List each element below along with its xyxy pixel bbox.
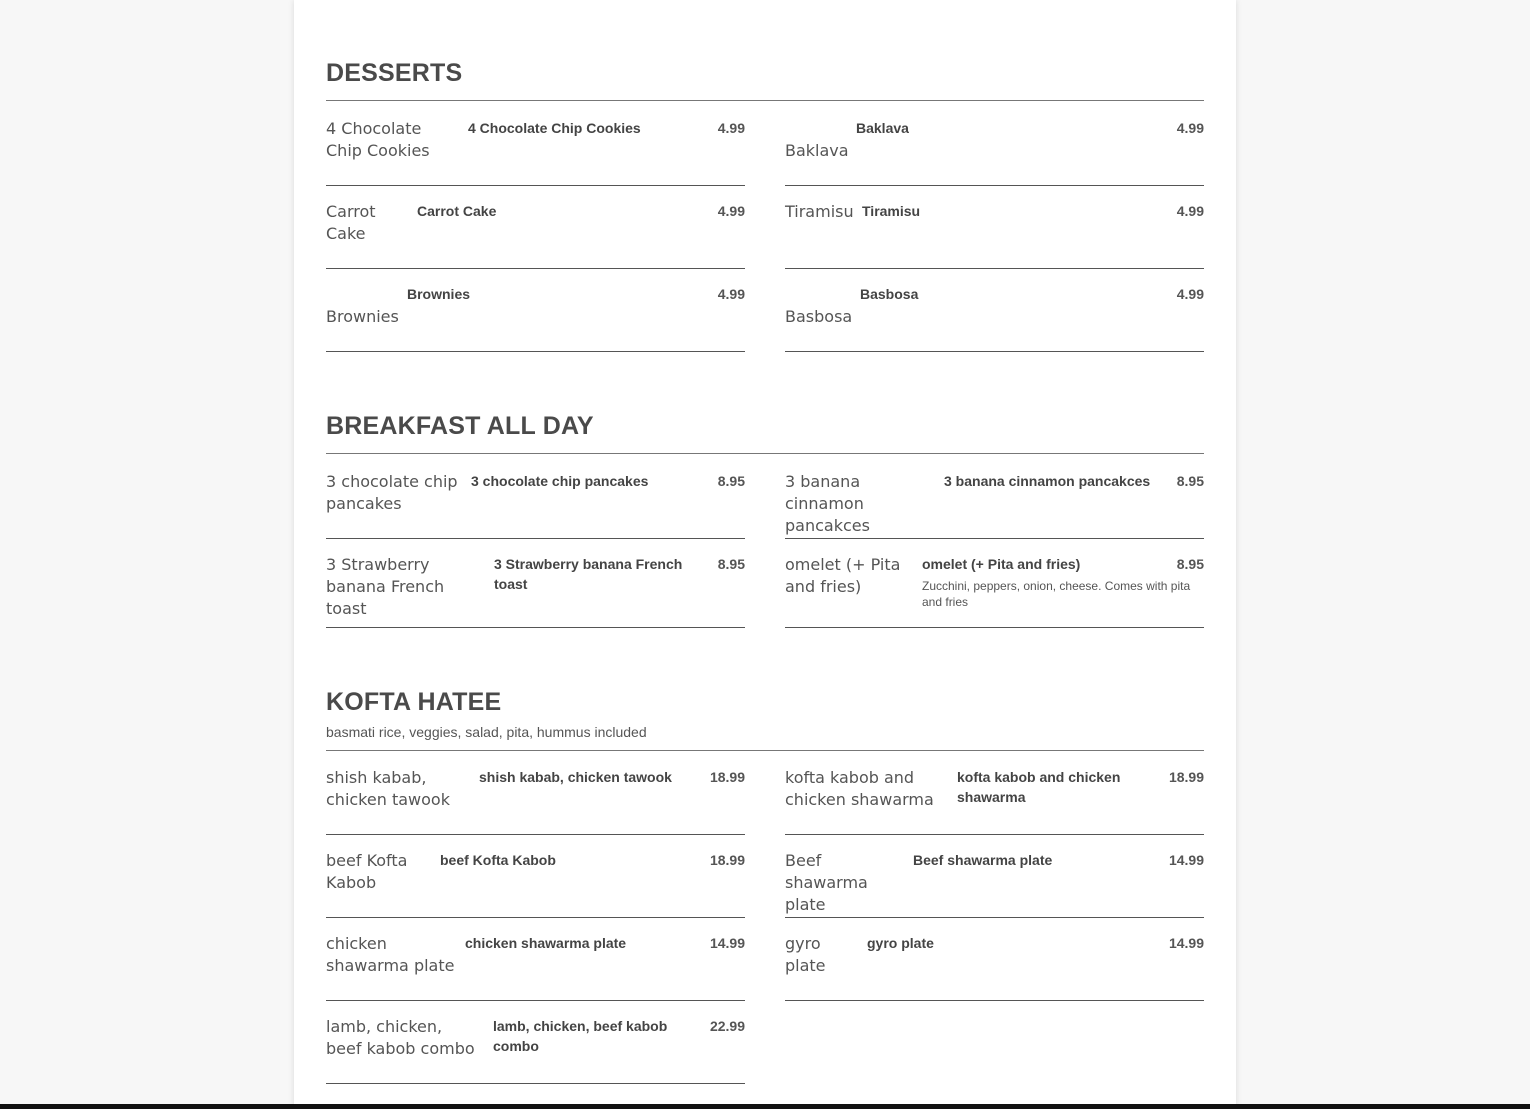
section-description: basmati rice, veggies, salad, pita, hummus included: [326, 724, 647, 740]
item-name: Basbosa: [860, 286, 919, 302]
item-description: Zucchini, peppers, onion, cheese. Comes with pita and fries: [922, 579, 1191, 609]
menu-item[interactable]: [326, 1016, 745, 1084]
menu-item[interactable]: [326, 284, 745, 352]
item-name: Carrot Cake: [417, 203, 497, 219]
item-price: 14.99: [1168, 935, 1204, 951]
item-image: Basbosa: [785, 307, 853, 326]
section-title: BREAKFAST ALL DAY: [326, 412, 594, 440]
item-price: 8.95: [717, 473, 745, 489]
item-price: 18.99: [709, 852, 745, 868]
item-name: Tiramisu: [862, 203, 921, 219]
item-name: shish kabab, chicken tawook: [479, 769, 672, 785]
menu-item[interactable]: [785, 767, 1204, 835]
item-price: 8.95: [1176, 556, 1204, 572]
section-title: KOFTA HATEE: [326, 688, 502, 716]
item-price: 14.99: [709, 935, 745, 951]
item-image: shish kabab, chicken tawook: [326, 768, 450, 809]
item-image: 3 Strawberry banana French toast: [326, 555, 445, 618]
menu-item[interactable]: [326, 201, 745, 269]
menu-item[interactable]: [326, 767, 745, 835]
menu-item[interactable]: [785, 554, 1204, 628]
bottom-bar: [0, 1104, 1530, 1109]
section-divider: [326, 100, 1204, 101]
item-price: 8.95: [1176, 473, 1204, 489]
item-name: gyro plate: [867, 935, 934, 951]
item-image: 3 chocolate chip pancakes: [326, 472, 458, 513]
item-image: beef Kofta Kabob: [326, 851, 408, 892]
item-price: 18.99: [1168, 769, 1204, 785]
item-image: Tiramisu: [785, 202, 854, 221]
section-divider: [326, 453, 1204, 454]
item-name: 3 banana cinnamon pancakces: [944, 473, 1151, 489]
item-name: chicken shawarma plate: [465, 935, 627, 951]
item-image: gyro plate: [785, 934, 826, 975]
item-name: beef Kofta Kabob: [440, 852, 556, 868]
item-price: 4.99: [717, 120, 745, 136]
item-price: 8.95: [717, 556, 745, 572]
item-image: Carrot Cake: [326, 202, 376, 243]
item-price: 4.99: [1176, 286, 1204, 302]
item-image: Beef shawarma plate: [785, 851, 868, 914]
menu-item[interactable]: [326, 850, 745, 918]
menu-item[interactable]: [785, 284, 1204, 352]
section-divider: [326, 750, 1204, 751]
menu-item[interactable]: [326, 933, 745, 1001]
item-name: kofta kabob and chicken shawarma: [957, 769, 1121, 805]
item-image: 4 Chocolate Chip Cookies: [326, 119, 430, 160]
item-name: Brownies: [407, 286, 471, 302]
menu-item[interactable]: [326, 554, 745, 628]
menu-item[interactable]: [326, 118, 745, 186]
item-image: lamb, chicken, beef kabob combo: [326, 1017, 475, 1058]
item-image: kofta kabob and chicken shawarma: [785, 768, 934, 809]
item-price: 22.99: [709, 1018, 745, 1034]
item-image: 3 banana cinnamon pancakces: [785, 472, 870, 535]
item-name: 3 Strawberry banana French toast: [494, 556, 683, 592]
item-price: 4.99: [1176, 120, 1204, 136]
item-name: Beef shawarma plate: [913, 852, 1053, 868]
menu-item[interactable]: [785, 850, 1204, 918]
section-desserts: [326, 58, 1204, 88]
item-name: Baklava: [856, 120, 909, 136]
menu-item[interactable]: [785, 471, 1204, 539]
section-breakfast: [326, 411, 1204, 441]
item-price: 14.99: [1168, 852, 1204, 868]
item-price: 4.99: [717, 286, 745, 302]
menu-item[interactable]: [785, 118, 1204, 186]
item-price: 18.99: [709, 769, 745, 785]
item-name: omelet (+ Pita and fries): [922, 556, 1081, 572]
item-price: 4.99: [1176, 203, 1204, 219]
section-title: DESSERTS: [326, 59, 463, 87]
item-image: omelet (+ Pita and fries): [785, 555, 901, 596]
menu-item[interactable]: [326, 471, 745, 539]
item-image: Baklava: [785, 141, 849, 160]
item-price: 4.99: [717, 203, 745, 219]
menu-item[interactable]: [785, 201, 1204, 269]
item-name: 3 chocolate chip pancakes: [471, 473, 649, 489]
section-kofta-hatee: [326, 687, 1204, 741]
menu-item[interactable]: [785, 933, 1204, 1001]
item-name: lamb, chicken, beef kabob combo: [493, 1018, 668, 1054]
item-image: Brownies: [326, 307, 399, 326]
item-name: 4 Chocolate Chip Cookies: [468, 120, 641, 136]
item-image: chicken shawarma plate: [326, 934, 455, 975]
